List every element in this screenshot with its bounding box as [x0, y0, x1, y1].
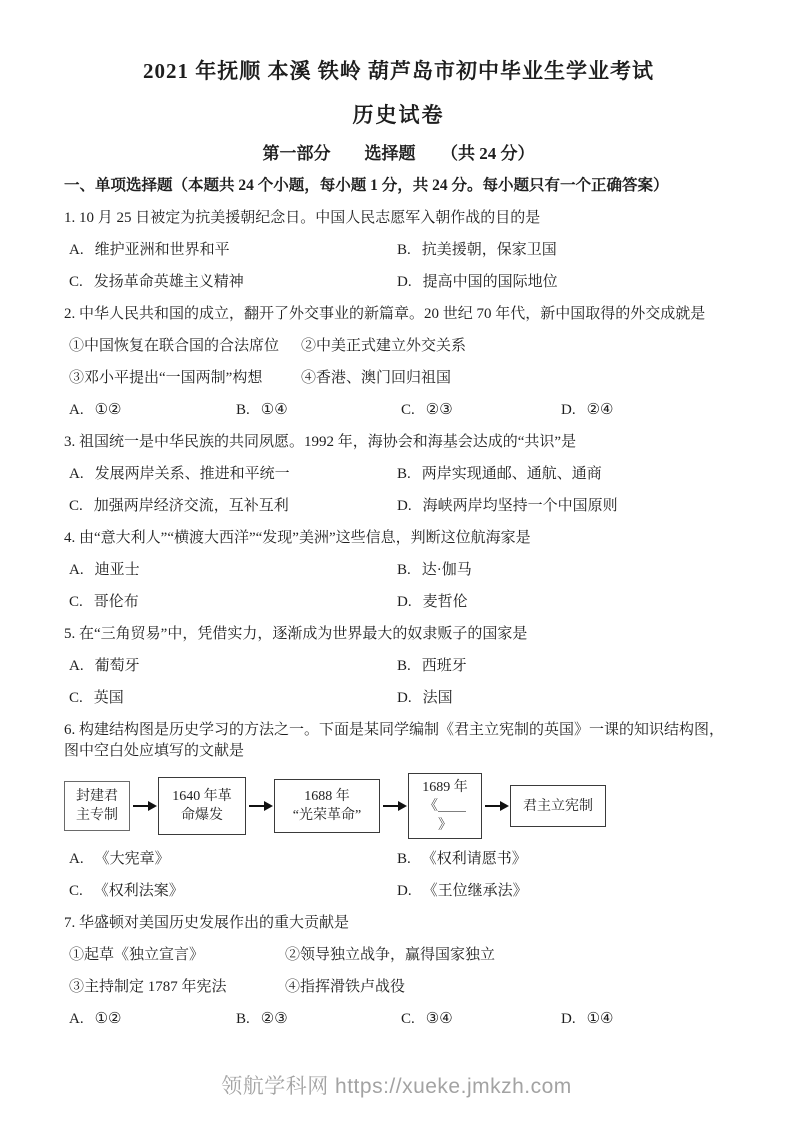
option-label: D. — [397, 274, 412, 290]
option-label: D. — [397, 690, 412, 706]
option-text: ③④ — [425, 1011, 453, 1027]
option-text: 麦哲伦 — [422, 594, 468, 610]
option-text: 提高中国的国际地位 — [422, 274, 558, 290]
option-a — [69, 849, 397, 870]
option-c — [69, 881, 397, 902]
question-6-options — [64, 849, 733, 902]
node-line: 《＿＿ — [424, 798, 466, 814]
option-text: 维护亚洲和世界和平 — [94, 242, 230, 258]
watermark: 领航学科网 https://xueke.jmkzh.com — [221, 1075, 572, 1098]
option-label: A. — [69, 851, 84, 867]
option-label: C. — [69, 594, 83, 610]
option-label: C. — [69, 274, 83, 290]
option-label: D. — [397, 594, 412, 610]
arrow-right-icon — [133, 805, 155, 807]
option-text: ①② — [94, 1011, 122, 1027]
option-a — [69, 560, 397, 581]
question-7-options — [64, 1009, 733, 1030]
option-b — [236, 1009, 401, 1030]
option-c — [401, 1009, 561, 1030]
flowchart-node-feudal-monarchy — [64, 781, 130, 831]
question-4-stem: 4. 由“意大利人”“横渡大西洋”“发现”美洲”这些信息，判断这位航海家是 — [64, 530, 531, 546]
option-label: C. — [69, 883, 83, 899]
question-4-options — [64, 560, 733, 613]
option-text: 西班牙 — [421, 658, 467, 674]
option-d — [397, 272, 733, 293]
option-text: ②④ — [586, 402, 614, 418]
item-4: ④香港、澳门回归祖国 — [301, 370, 452, 386]
option-text: 哥伦布 — [93, 594, 139, 610]
option-label: A. — [69, 242, 84, 258]
question-4 — [64, 528, 733, 613]
option-d — [397, 881, 733, 902]
node-line: 君主立宪制 — [523, 798, 593, 814]
option-c — [69, 496, 397, 517]
option-label: B. — [236, 402, 250, 418]
node-line: 1640 年革 — [172, 789, 232, 804]
option-c — [69, 592, 397, 613]
option-label: B. — [397, 242, 411, 258]
flowchart-node-1689-blank-document — [408, 773, 482, 839]
option-b — [397, 849, 733, 870]
option-label: A. — [69, 402, 84, 418]
item-1: ①起草《独立宣言》 — [69, 947, 205, 963]
option-label: D. — [561, 402, 576, 418]
option-b — [397, 656, 733, 677]
question-7 — [64, 913, 733, 1030]
node-line: 封建君 — [76, 789, 118, 804]
option-b — [397, 560, 733, 581]
flowchart-node-1688-glorious-revolution — [274, 779, 380, 833]
option-text: ②③ — [425, 402, 453, 418]
arrow-right-icon — [485, 805, 507, 807]
option-label: D. — [397, 883, 412, 899]
option-text: ②③ — [260, 1011, 288, 1027]
question-6 — [64, 720, 733, 902]
knowledge-structure-flowchart — [64, 773, 733, 839]
flowchart-node-constitutional-monarchy — [510, 785, 606, 827]
option-text: 葡萄牙 — [94, 658, 140, 674]
item-1: ①中国恢复在联合国的合法席位 — [69, 338, 280, 354]
arrow-right-icon — [249, 805, 271, 807]
option-label: A. — [69, 1011, 84, 1027]
option-label: C. — [69, 690, 83, 706]
item-2: ②领导独立战争，赢得国家独立 — [285, 947, 496, 963]
question-3-stem: 3. 祖国统一是中华民族的共同夙愿。1992 年，海协会和海基会达成的“共识”是 — [64, 434, 577, 450]
option-a — [69, 400, 236, 421]
option-text: 英国 — [93, 690, 124, 706]
question-7-stem: 7. 华盛顿对美国历史发展作出的重大贡献是 — [64, 915, 350, 931]
option-text: 《王位继承法》 — [422, 883, 528, 899]
option-a — [69, 656, 397, 677]
option-text: 《大宪章》 — [94, 851, 170, 867]
option-text: 法国 — [422, 690, 453, 706]
node-line: “光荣革命” — [292, 808, 362, 823]
option-d — [561, 400, 733, 421]
option-label: C. — [401, 402, 415, 418]
option-b — [236, 400, 401, 421]
option-label: C. — [401, 1011, 415, 1027]
question-7-items — [64, 945, 733, 998]
node-line: 命爆发 — [181, 808, 223, 823]
section-heading: 第一部分 选择题 （共 24 分） — [262, 144, 535, 163]
option-label: D. — [397, 498, 412, 514]
option-c — [69, 272, 397, 293]
option-c — [401, 400, 561, 421]
option-a — [69, 240, 397, 261]
option-b — [397, 240, 733, 261]
question-3 — [64, 432, 733, 517]
option-text: 达·伽马 — [421, 562, 472, 578]
option-label: B. — [397, 466, 411, 482]
option-text: 发扬革命英雄主义精神 — [93, 274, 244, 290]
option-d — [561, 1009, 733, 1030]
option-text: 《权利请愿书》 — [421, 851, 527, 867]
option-text: 两岸实现通邮、通航、通商 — [421, 466, 602, 482]
option-text: 抗美援朝，保家卫国 — [421, 242, 557, 258]
option-label: D. — [561, 1011, 576, 1027]
option-text: ①④ — [260, 402, 288, 418]
item-3: ③邓小平提出“一国两制”构想 — [69, 370, 263, 386]
option-label: B. — [236, 1011, 250, 1027]
item-4: ④指挥滑铁卢战役 — [285, 979, 406, 995]
node-line: 主专制 — [76, 808, 118, 823]
section-instructions: 一、单项选择题（本题共 24 个小题，每小题 1 分，共 24 分。每小题只有一个正确答案） — [64, 177, 669, 194]
option-d — [397, 496, 733, 517]
option-label: C. — [69, 498, 83, 514]
question-2 — [64, 304, 733, 421]
option-d — [397, 592, 733, 613]
question-6-stem: 6. 构建结构图是历史学习的方法之一。下面是某同学编制《君主立宪制的英国》一课的知识结构图，图中空白处应填写的文献是 — [64, 722, 725, 759]
question-5-stem: 5. 在“三角贸易”中，凭借实力，逐渐成为世界最大的奴隶贩子的国家是 — [64, 626, 528, 642]
option-label: B. — [397, 851, 411, 867]
option-label: A. — [69, 562, 84, 578]
option-c — [69, 688, 397, 709]
question-1-options — [64, 240, 733, 293]
option-d — [397, 688, 733, 709]
option-a — [69, 464, 397, 485]
questions-area — [64, 208, 733, 1030]
option-text: 《权利法案》 — [93, 883, 184, 899]
question-5 — [64, 624, 733, 709]
option-label: A. — [69, 466, 84, 482]
option-text: ①② — [94, 402, 122, 418]
option-text: 发展两岸关系、推进和平统一 — [94, 466, 290, 482]
question-3-options — [64, 464, 733, 517]
exam-header — [64, 56, 733, 198]
option-a — [69, 1009, 236, 1030]
item-2: ②中美正式建立外交关系 — [301, 338, 467, 354]
exam-title: 2021 年抚顺 本溪 铁岭 葫芦岛市初中毕业生学业考试 — [143, 59, 654, 83]
flowchart-node-1640-revolution — [158, 777, 246, 835]
paper-title: 历史试卷 — [352, 103, 445, 127]
question-2-stem: 2. 中华人民共和国的成立，翻开了外交事业的新篇章。20 世纪 70 年代，新中国取得的外交成就是 — [64, 306, 706, 322]
item-3: ③主持制定 1787 年宪法 — [69, 979, 227, 995]
question-5-options — [64, 656, 733, 709]
question-1-stem: 1. 10 月 25 日被定为抗美援朝纪念日。中国人民志愿军入朝作战的目的是 — [64, 210, 541, 226]
question-1 — [64, 208, 733, 293]
option-b — [397, 464, 733, 485]
question-2-options — [64, 400, 733, 421]
option-text: 海峡两岸均坚持一个中国原则 — [422, 498, 618, 514]
node-line: 1688 年 — [304, 789, 350, 804]
option-label: A. — [69, 658, 84, 674]
node-line: 》 — [438, 817, 452, 833]
option-text: ①④ — [586, 1011, 614, 1027]
arrow-right-icon — [383, 805, 405, 807]
option-label: B. — [397, 658, 411, 674]
node-line: 1689 年 — [422, 779, 468, 795]
option-text: 迪亚士 — [94, 562, 140, 578]
option-label: B. — [397, 562, 411, 578]
option-text: 加强两岸经济交流，互补互利 — [93, 498, 289, 514]
question-2-items — [64, 336, 733, 389]
